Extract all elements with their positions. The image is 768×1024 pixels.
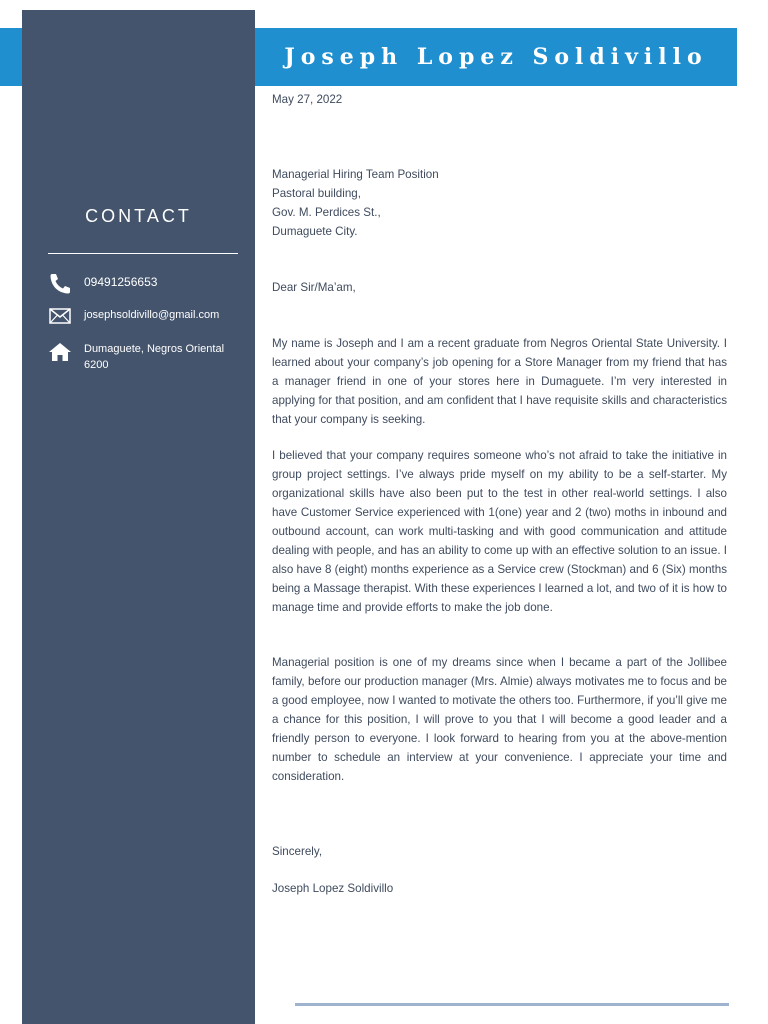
recipient-block [272, 165, 727, 241]
body-paragraph: I believed that your company requires someone who’s not afraid to take the initiative in group project settings. I’ve always pride myself on my ability to be a self-starter. My organizational skills have also been put to the test in other real-world settings. I also have Customer Service experienced with 1(one) year and 2 (two) moths in inbound and outbound account, can work multi-tasking and with good communication and attitude dealing with people, and has an ability to come up with an effective solution to an issue. I also have 8 (eight) months experience as a Service crew (Stockman) and 6 (Six) months being a Massage therapist. With these experiences I learned a lot, and two of it is how to manage time and provide efforts to make the job done. [272, 449, 727, 614]
recipient-line: Gov. M. Perdices St., [272, 206, 381, 219]
contact-address [48, 341, 244, 373]
signature-name: Joseph Lopez Soldivillo [272, 882, 394, 895]
contact-divider [48, 253, 238, 254]
closing: Sincerely, [272, 845, 323, 858]
email-address: josephsoldivillo@gmail.com [84, 309, 220, 321]
salutation: Dear Sir/Ma’am, [272, 281, 356, 294]
sidebar [22, 10, 255, 1024]
applicant-name: Joseph Lopez Soldivillo [284, 44, 708, 70]
body-paragraph: Managerial position is one of my dreams since when I became a part of the Jollibee family, before our production manager (Mrs. Almie) always motivates me to focus and be a good employee, now I wanted to motivate the others too. Furthermore, if you’ll give me a chance for this position, I will prove to you that I will become a good leader and a friendly person to everyone. I look forward to hearing from you at the above-mention number to schedule an interview at your convenience. I appreciate your time and consideration. [272, 656, 727, 783]
contact-phone [48, 272, 157, 294]
phone-icon [48, 272, 74, 294]
phone-number: 09491256653 [84, 275, 158, 289]
home-icon [48, 341, 74, 363]
footer-divider [295, 1003, 729, 1006]
envelope-icon [48, 307, 74, 329]
recipient-line: Dumaguete City. [272, 225, 358, 238]
body-paragraph: My name is Joseph and I am a recent graduate from Negros Oriental State University. I learned about your company’s job opening for a Store Manager from my friend that has a manager friend in one of your stores here in Dumaguete. I’m very interested in applying for that position, and am confident that I have requisite skills and characteristics that your company is seeking. [272, 337, 727, 426]
letter-date: May 27, 2022 [272, 93, 343, 106]
contact-email [48, 307, 219, 329]
recipient-line: Managerial Hiring Team Position [272, 168, 439, 181]
contact-heading: CONTACT [85, 206, 192, 226]
address: Dumaguete, Negros Oriental 6200 [84, 343, 225, 371]
recipient-line: Pastoral building, [272, 187, 361, 200]
